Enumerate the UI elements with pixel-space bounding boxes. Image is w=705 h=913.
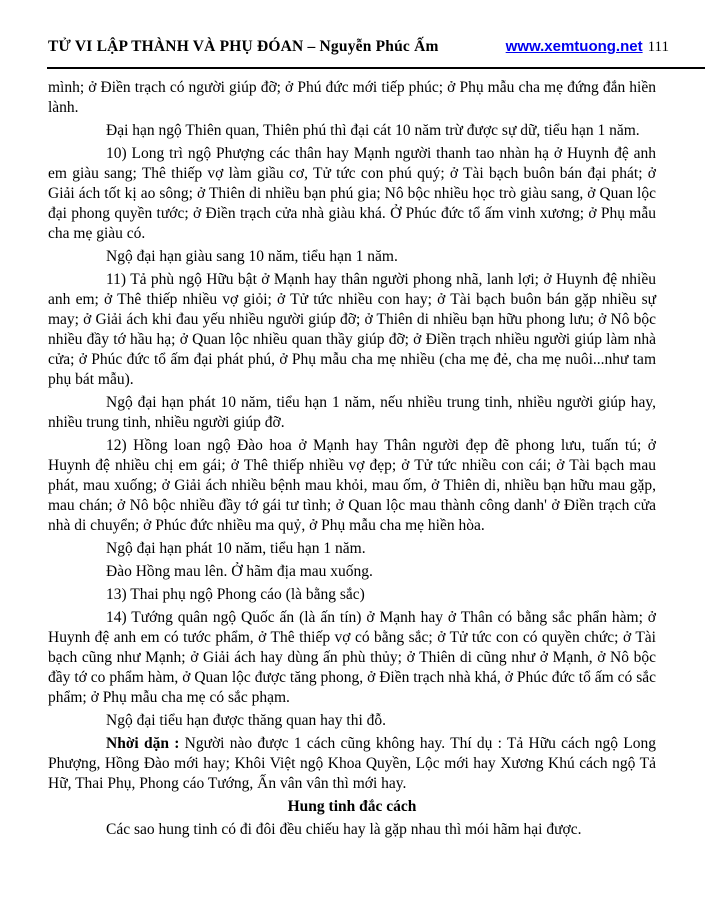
nhoi-dan-text: Người nào được 1 cách cũng không hay. Thí dụ : Tả Hữu cách ngộ Long Phượng, Hồng Đào mới hay; Khôi Việt ngộ Khoa Quyền, Lộc mới hay Xương Khú cách ngộ Tả Hữ, Thai Phụ, Phong cáo Tướng, Ấn vân vân thì mới hay. bbox=[48, 735, 656, 792]
paragraph-continuation: mình; ở Điền trạch có người giúp đỡ; ở Phú đức mới tiếp phúc; ở Phụ mẫu cha mẹ đứng đắn hiền lành. bbox=[48, 79, 656, 116]
header-divider bbox=[47, 67, 705, 69]
paragraph-item-11: 11) Tả phù ngộ Hữu bật ở Mạnh hay thân người phong nhã, lanh lợi; ở Huynh đệ nhiều anh em; ở Thê thiếp nhiều vợ giỏi; ở Tử tức nhiều con hay; ở Tài bạch buôn bán gặp nhiều sự may; ở Giải ách khi đau yếu nhiều người giúp đỡ; ở Thiên di nhiều bạn hữu phong lưu; ở Nô bộc nhiều đầy tớ hầu hạ; ở Quan lộc nhiều quan thầy giúp đỡ; ở Điền trạch nhiều người giúp làm nhà cửa; ở Phúc đức tổ ấm đại phát phú, ở Phụ mẫu cha mẹ nhiều (cha mẹ đẻ, cha mẹ nuôi...như tam phụ bát mẫu). bbox=[48, 271, 656, 388]
book-title: TỬ VI LẬP THÀNH VÀ PHỤ ĐÓAN – Nguyễn Phúc Ấm bbox=[48, 38, 439, 55]
website-link[interactable]: www.xemtuong.net bbox=[505, 38, 643, 55]
paragraph-item-12: 12) Hồng loan ngộ Đào hoa ở Mạnh hay Thân người đẹp đẽ phong lưu, tuấn tú; ở Huynh đệ nhiều chị em gái; ở Thê thiếp nhiều vợ đẹp; ở Tử tức nhiều con cái; ở Tài bạch mau phát, mau xuống; ở Giải ách nhiều bệnh mau khỏi, mau ốm, ở Thiên di, nhiều bạn hữu mau gặp, mau chán; ở Nô bộc nhiều đầy tớ gái tư tình; ở Quan lộc mau thành công danh' ở Điền trạch cửa nhà di chuyển; ở Phúc đức nhiều ma quỷ, ở Phụ mẫu cha mẹ hiền hòa. bbox=[48, 437, 656, 534]
paragraph-ngo-dai-tieu-han: Ngộ đại tiểu hạn được thăng quan hay thi đỗ. bbox=[106, 712, 387, 729]
paragraph-dai-han-thien-quan: Đại hạn ngộ Thiên quan, Thiên phú thì đại cát 10 năm trừ được sự dữ, tiểu hạn 1 năm. bbox=[106, 122, 640, 139]
header-right-group bbox=[506, 38, 697, 56]
paragraph-nhoi-dan bbox=[48, 734, 656, 794]
page-header bbox=[48, 38, 697, 56]
paragraph-ngo-dai-han-11: Ngộ đại hạn phát 10 năm, tiểu hạn 1 năm, nếu nhiều trung tinh, nhiều người giúp hay, nhiều trung tinh, nhiều người giúp đỡ. bbox=[48, 394, 656, 431]
paragraph-ngo-dai-han-10: Ngộ đại hạn giàu sang 10 năm, tiểu hạn 1 năm. bbox=[106, 248, 398, 265]
page-body bbox=[48, 78, 656, 840]
nhoi-dan-label: Nhời dặn : bbox=[106, 735, 180, 752]
paragraph-dao-hong: Đào Hồng mau lên. Ở hãm địa mau xuống. bbox=[106, 563, 373, 580]
paragraph-item-14: 14) Tướng quân ngộ Quốc ấn (là ấn tín) ở Mạnh hay ở Thân có bằng sắc phẩn hàm; ở Huynh đệ anh em có tước phẩm, ở Thê thiếp vợ có bằng sắc; ở Tử tức con có quyền chức; ở Tài bạch cũng như Mạnh; ở Giải ách hay dùng ấn phù thủy; ở Thiên di cũng như ở Mạnh, ở Nô bộc đầy tớ co phẩm hàm, ở Quan lộc được tăng phong, ở Điền trạch nhà khá, ở Phúc đức tổ ấm có sắc phẩm; ở Phụ mẫu cha mẹ có sắc phạm. bbox=[48, 609, 656, 706]
paragraph-item-13: 13) Thai phụ ngộ Phong cáo (là bằng sắc) bbox=[106, 586, 365, 603]
section-heading-hung-tinh: Hung tinh đắc cách bbox=[287, 798, 417, 815]
page-number: 111 bbox=[647, 39, 669, 55]
paragraph-cac-sao-hung-tinh: Các sao hung tinh có đi đôi đều chiếu hay là gặp nhau thì mói hãm hại được. bbox=[106, 821, 582, 838]
paragraph-ngo-dai-han-12: Ngộ đại hạn phát 10 năm, tiểu hạn 1 năm. bbox=[106, 540, 366, 557]
paragraph-item-10: 10) Long trì ngộ Phượng các thân hay Mạnh người thanh tao nhàn hạ ở Huynh đệ anh em giàu sang; Thê thiếp vợ làm giầu cơ, Tử tức con phú quý; ở Tài bạch buôn bán đại phát; ở Giải ách tốt kị ao sông; ở Thiên di nhiều bạn phú gia; Nô bộc nhiều học trò giàu sang, ở Quan lộc đại phong quyền tước; ở Điền trạch cửa nhà giàu khá. Ở Phúc đức tổ ấm vinh xương; ở Phụ mẫu cha mẹ giàu có. bbox=[48, 145, 656, 242]
